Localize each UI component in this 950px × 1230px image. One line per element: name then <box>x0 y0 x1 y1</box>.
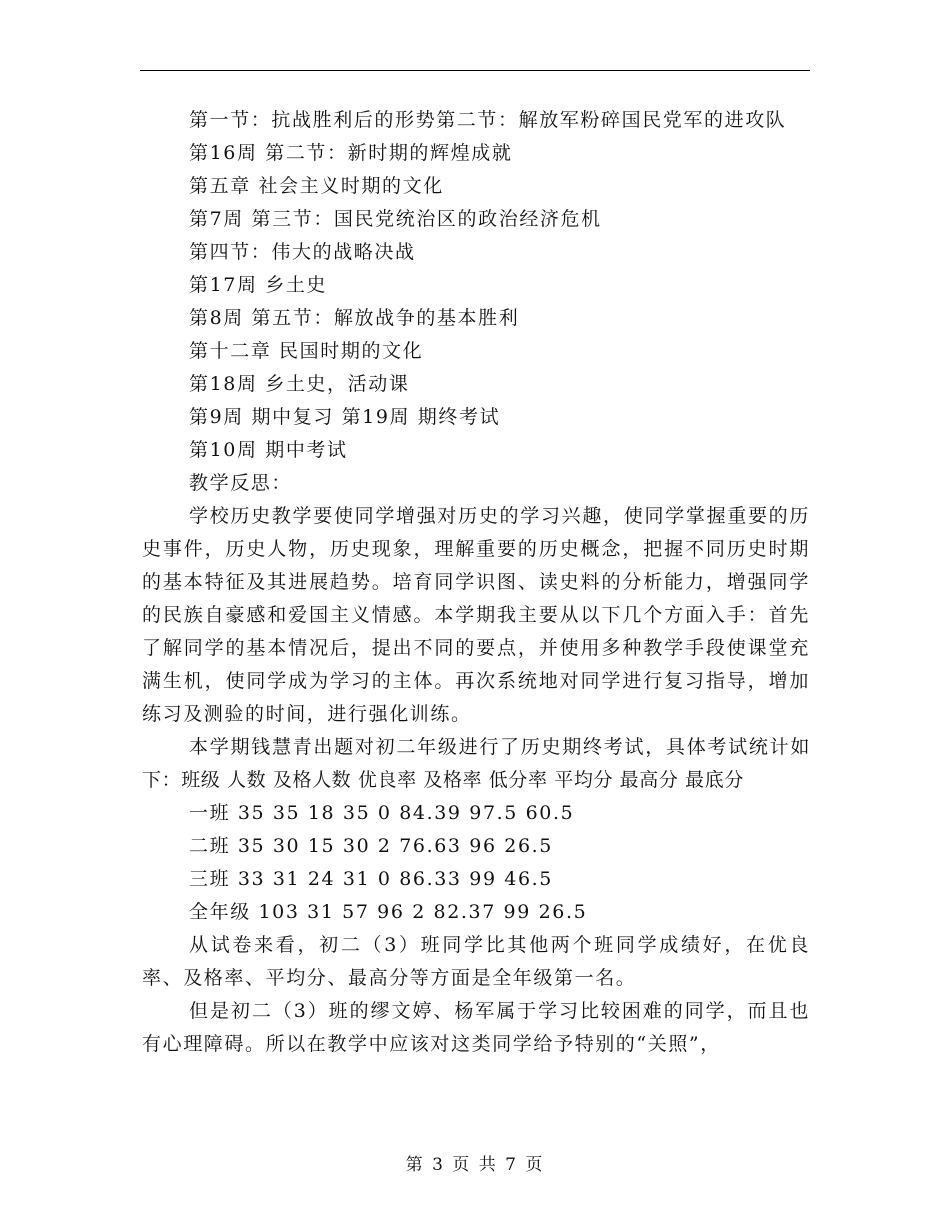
paragraph-3: 第五章 社会主义时期的文化 <box>189 175 444 197</box>
page-number: 第 3 页 共 7 页 <box>405 1155 545 1175</box>
paragraph-2: 第16周 第二节：新时期的辉煌成就 <box>189 142 513 164</box>
stats-row-class-1: 一班 35 35 18 35 0 84.39 97.5 60.5 <box>189 802 575 824</box>
paragraph-6: 第17周 乡土史 <box>189 274 328 296</box>
paragraph-5: 第四节：伟大的战略决战 <box>189 241 416 263</box>
paragraph-exam-stats: 本学期钱慧青出题对初二年级进行了历史期终考试，具体考试统计如下：班级 人数 及格人数 优良率 及格率 低分率 平均分 最高分 最底分 <box>142 736 810 791</box>
document-body <box>142 104 810 1061</box>
paragraph-analysis: 从试卷来看，初二（3）班同学比其他两个班同学成绩好，在优良率、及格率、平均分、最高分等方面是全年级第一名。 <box>142 934 810 989</box>
paragraph-10: 第9周 期中复习 第19周 期终考试 <box>189 406 501 428</box>
paragraph-4: 第7周 第三节：国民党统治区的政治经济危机 <box>189 208 602 230</box>
paragraph-8: 第十二章 民国时期的文化 <box>189 340 424 362</box>
paragraph-1: 第一节：抗战胜利后的形势第二节：解放军粉碎国民党军的进攻队 <box>189 109 787 131</box>
section-heading-reflection: 教学反思： <box>189 472 293 494</box>
paragraph-7: 第8周 第五节：解放战争的基本胜利 <box>189 307 520 329</box>
stats-row-grade-total: 全年级 103 31 57 96 2 82.37 99 26.5 <box>189 901 588 923</box>
paragraph-11: 第10周 期中考试 <box>189 439 348 461</box>
header-rule <box>140 70 810 71</box>
paragraph-9: 第18周 乡土史，活动课 <box>189 373 410 395</box>
paragraph-special-care: 但是初二（3）班的缪文婷、杨军属于学习比较困难的同学，而且也有心理障碍。所以在教学中应该对这类同学给予特别的“关照”， <box>142 1000 810 1055</box>
paragraph-reflection: 学校历史教学要使同学增强对历史的学习兴趣，使同学掌握重要的历史事件，历史人物，历史现象，理解重要的历史概念，把握不同历史时期的基本特征及其进展趋势。培育同学识图、读史料的分析能力，增强同学的民族自豪感和爱国主义情感。本学期我主要从以下几个方面入手：首先了解同学的基本情况后，提出不同的要点，并使用多种教学手段使课堂充满生机，使同学成为学习的主体。再次系统地对同学进行复习指导，增加练习及测验的时间，进行强化训练。 <box>142 505 810 725</box>
stats-row-class-3: 三班 33 31 24 31 0 86.33 99 46.5 <box>189 868 553 890</box>
stats-row-class-2: 二班 35 30 15 30 2 76.63 96 26.5 <box>189 835 553 857</box>
